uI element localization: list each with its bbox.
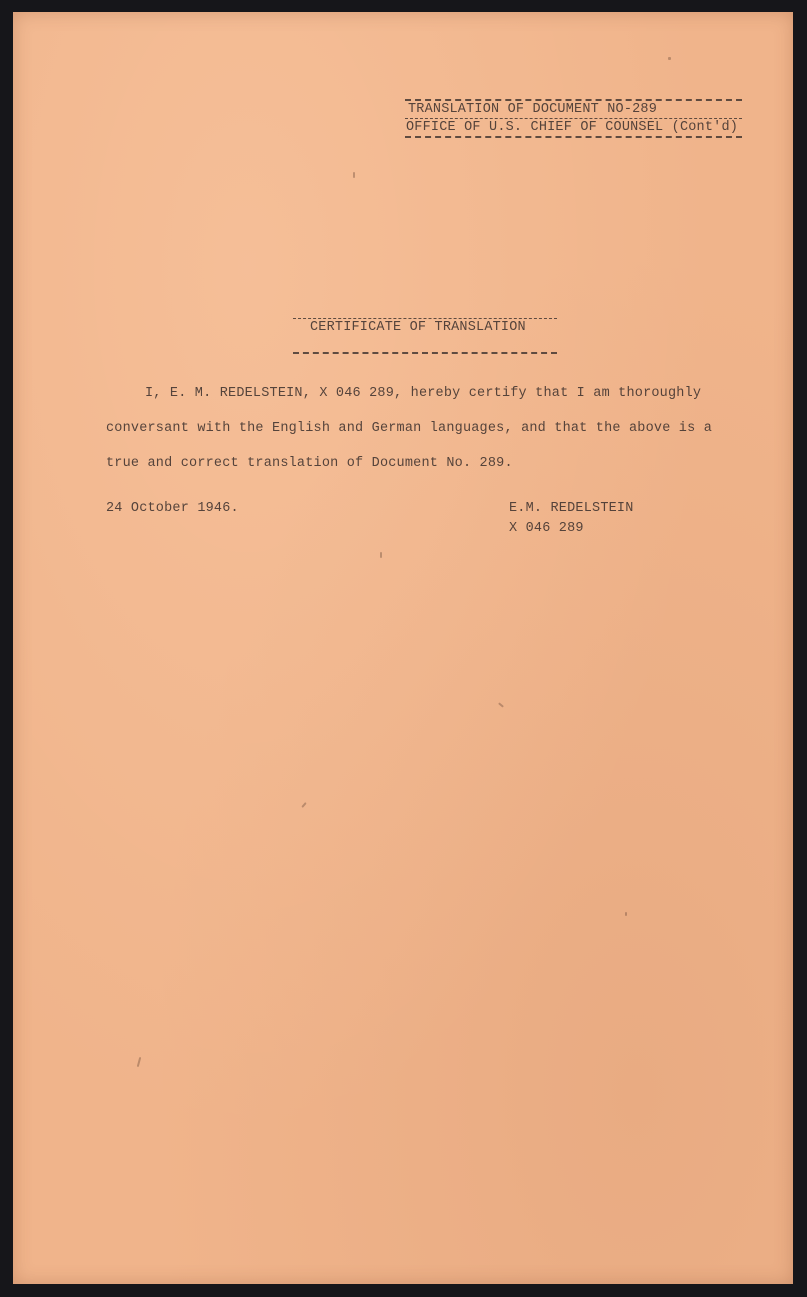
certificate-body-line-2: conversant with the English and German languages, and that the above is a xyxy=(106,421,712,436)
certificate-body-line-1: I, E. M. REDELSTEIN, X 046 289, hereby certify that I am thoroughly xyxy=(145,386,702,401)
paper-fleck xyxy=(353,172,355,178)
certificate-date: 24 October 1946. xyxy=(106,501,239,516)
header-top-rule xyxy=(405,99,742,101)
title-bottom-rule xyxy=(293,352,557,354)
document-reference: TRANSLATION OF DOCUMENT NO-289 xyxy=(408,102,658,117)
header-bottom-rule xyxy=(405,136,742,138)
paper-fleck xyxy=(625,912,627,916)
paper-fleck xyxy=(380,552,382,558)
paper-fleck xyxy=(498,702,504,707)
certificate-body-line-3: true and correct translation of Document No. 289. xyxy=(106,456,513,471)
translator-id: X 046 289 xyxy=(509,521,584,536)
office-heading: OFFICE OF U.S. CHIEF OF COUNSEL (Cont'd) xyxy=(406,120,739,135)
certificate-title: CERTIFICATE OF TRANSLATION xyxy=(310,320,526,335)
paper-fleck xyxy=(301,802,306,808)
document-page xyxy=(13,12,793,1284)
translator-name: E.M. REDELSTEIN xyxy=(509,501,634,516)
header-middle-rule xyxy=(405,118,742,119)
paper-fleck xyxy=(668,57,671,60)
paper-fleck xyxy=(137,1057,142,1067)
title-top-rule xyxy=(293,318,557,319)
